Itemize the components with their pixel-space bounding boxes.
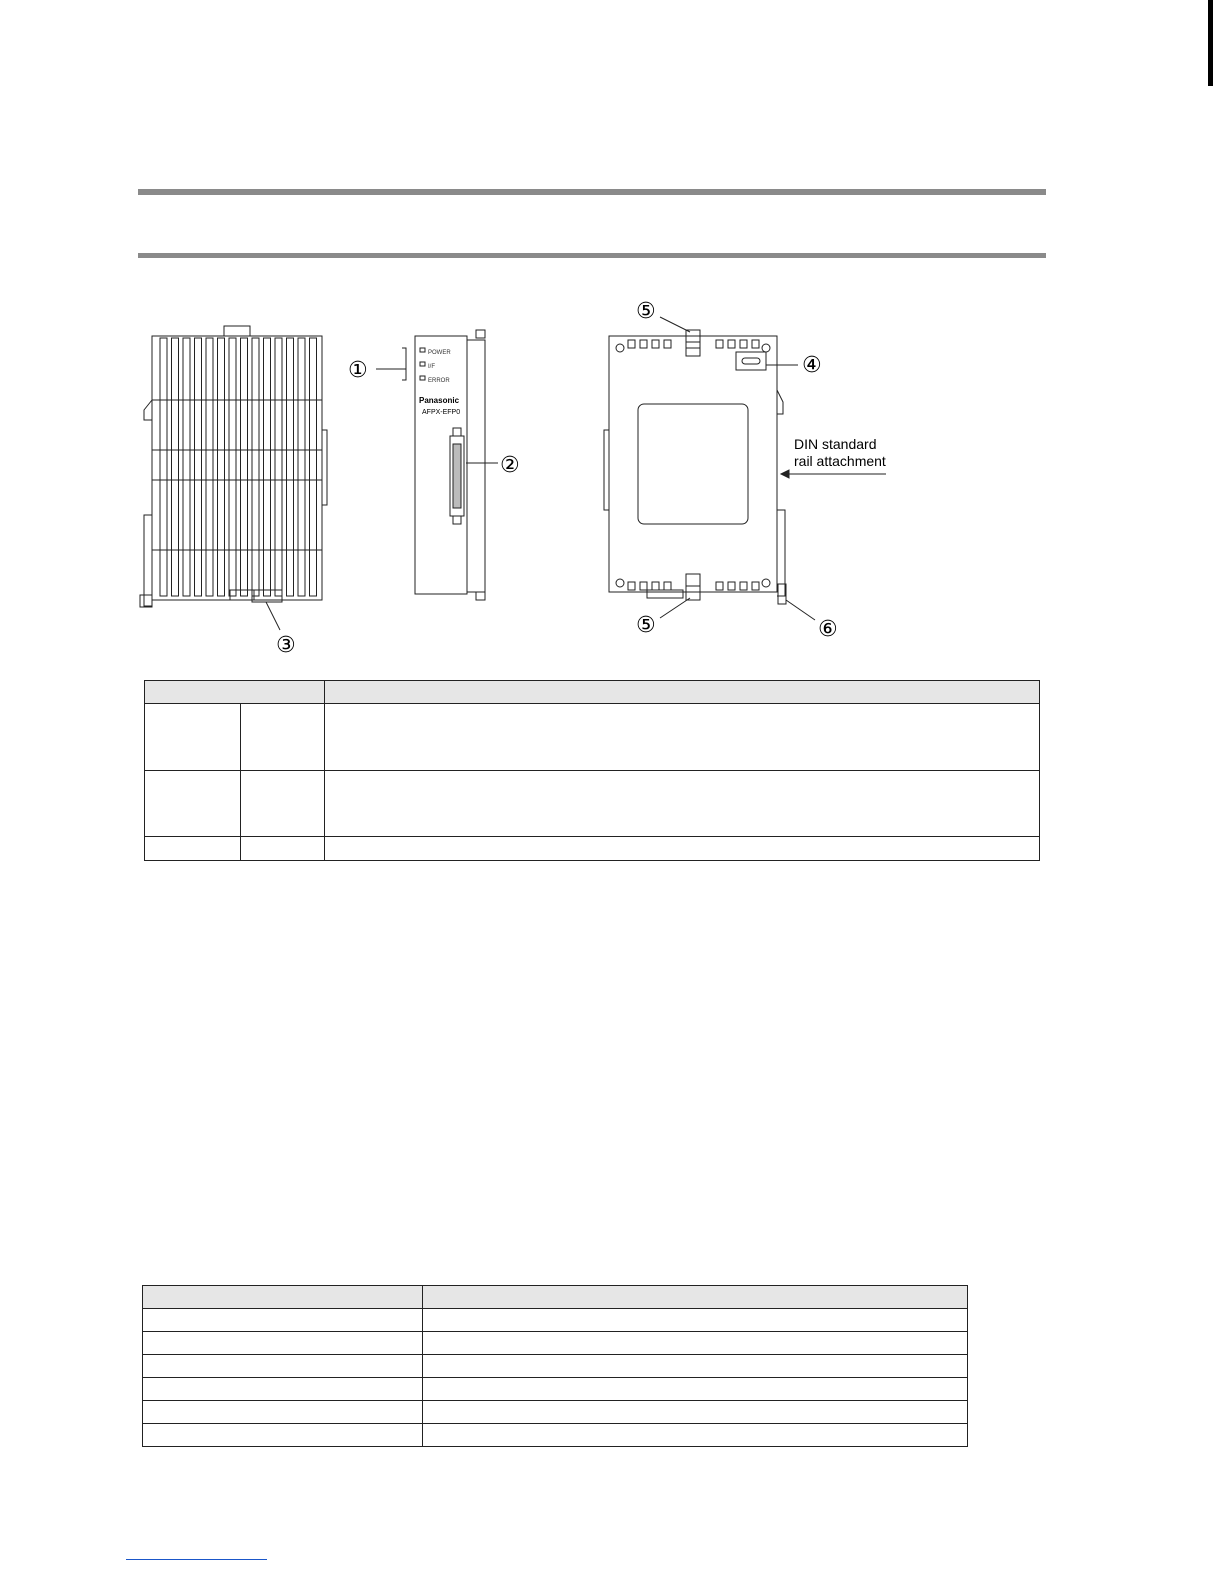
callout-1: ① [348, 358, 368, 383]
table-cell [325, 771, 1040, 837]
footer-link-line [126, 1559, 267, 1560]
table-header-cell [145, 681, 325, 704]
table-cell [143, 1401, 423, 1424]
table-cell [143, 1355, 423, 1378]
table-cell [143, 1424, 423, 1447]
table-cell [423, 1424, 968, 1447]
table-cell [145, 837, 241, 861]
table-row [143, 1355, 968, 1378]
table-cell [241, 704, 325, 771]
led-label-error: ERROR [428, 378, 450, 384]
table-header-row [145, 681, 1040, 704]
table-header-row [143, 1286, 968, 1309]
page-tab-marker [1208, 0, 1213, 86]
table-cell [325, 704, 1040, 771]
table-header-cell [143, 1286, 423, 1309]
table-cell [241, 771, 325, 837]
table-header-cell [423, 1286, 968, 1309]
callout-6: ⑥ [818, 617, 838, 642]
table-cell [423, 1378, 968, 1401]
brand-logo: Panasonic [419, 396, 460, 405]
front-view [376, 330, 498, 600]
table-row [143, 1424, 968, 1447]
table-row [145, 704, 1040, 771]
table-row [143, 1378, 968, 1401]
callout-5-bottom: ⑤ [636, 613, 656, 638]
table-header-cell [325, 681, 1040, 704]
parts-diagram [130, 290, 910, 660]
parts-table [144, 680, 1040, 861]
table-cell [241, 837, 325, 861]
table-cell [143, 1378, 423, 1401]
callout-3: ③ [276, 633, 296, 658]
spec-table [142, 1285, 968, 1447]
section-rule-top [138, 189, 1046, 195]
table-row [145, 837, 1040, 861]
table-row [143, 1332, 968, 1355]
table-cell [143, 1332, 423, 1355]
rail-label-line2: rail attachment [794, 453, 886, 469]
model-label: AFPX-EFP0 [422, 409, 461, 416]
table-cell [423, 1309, 968, 1332]
table-cell [423, 1332, 968, 1355]
table-cell [423, 1355, 968, 1378]
table-cell [143, 1309, 423, 1332]
table-cell [145, 704, 241, 771]
table-cell [423, 1401, 968, 1424]
led-label-power: POWER [428, 350, 451, 356]
callout-2: ② [500, 453, 520, 478]
table-cell [145, 771, 241, 837]
led-label-if: I/F [428, 364, 435, 370]
table-row [143, 1309, 968, 1332]
side-view [140, 326, 327, 630]
table-cell [325, 837, 1040, 861]
parts-diagram-svg [130, 290, 910, 660]
rail-label-line1: DIN standard [794, 436, 877, 452]
callout-5-top: ⑤ [636, 299, 656, 324]
table-row [143, 1401, 968, 1424]
callout-4: ④ [802, 353, 822, 378]
table-row [145, 771, 1040, 837]
section-rule-bottom [138, 253, 1046, 258]
